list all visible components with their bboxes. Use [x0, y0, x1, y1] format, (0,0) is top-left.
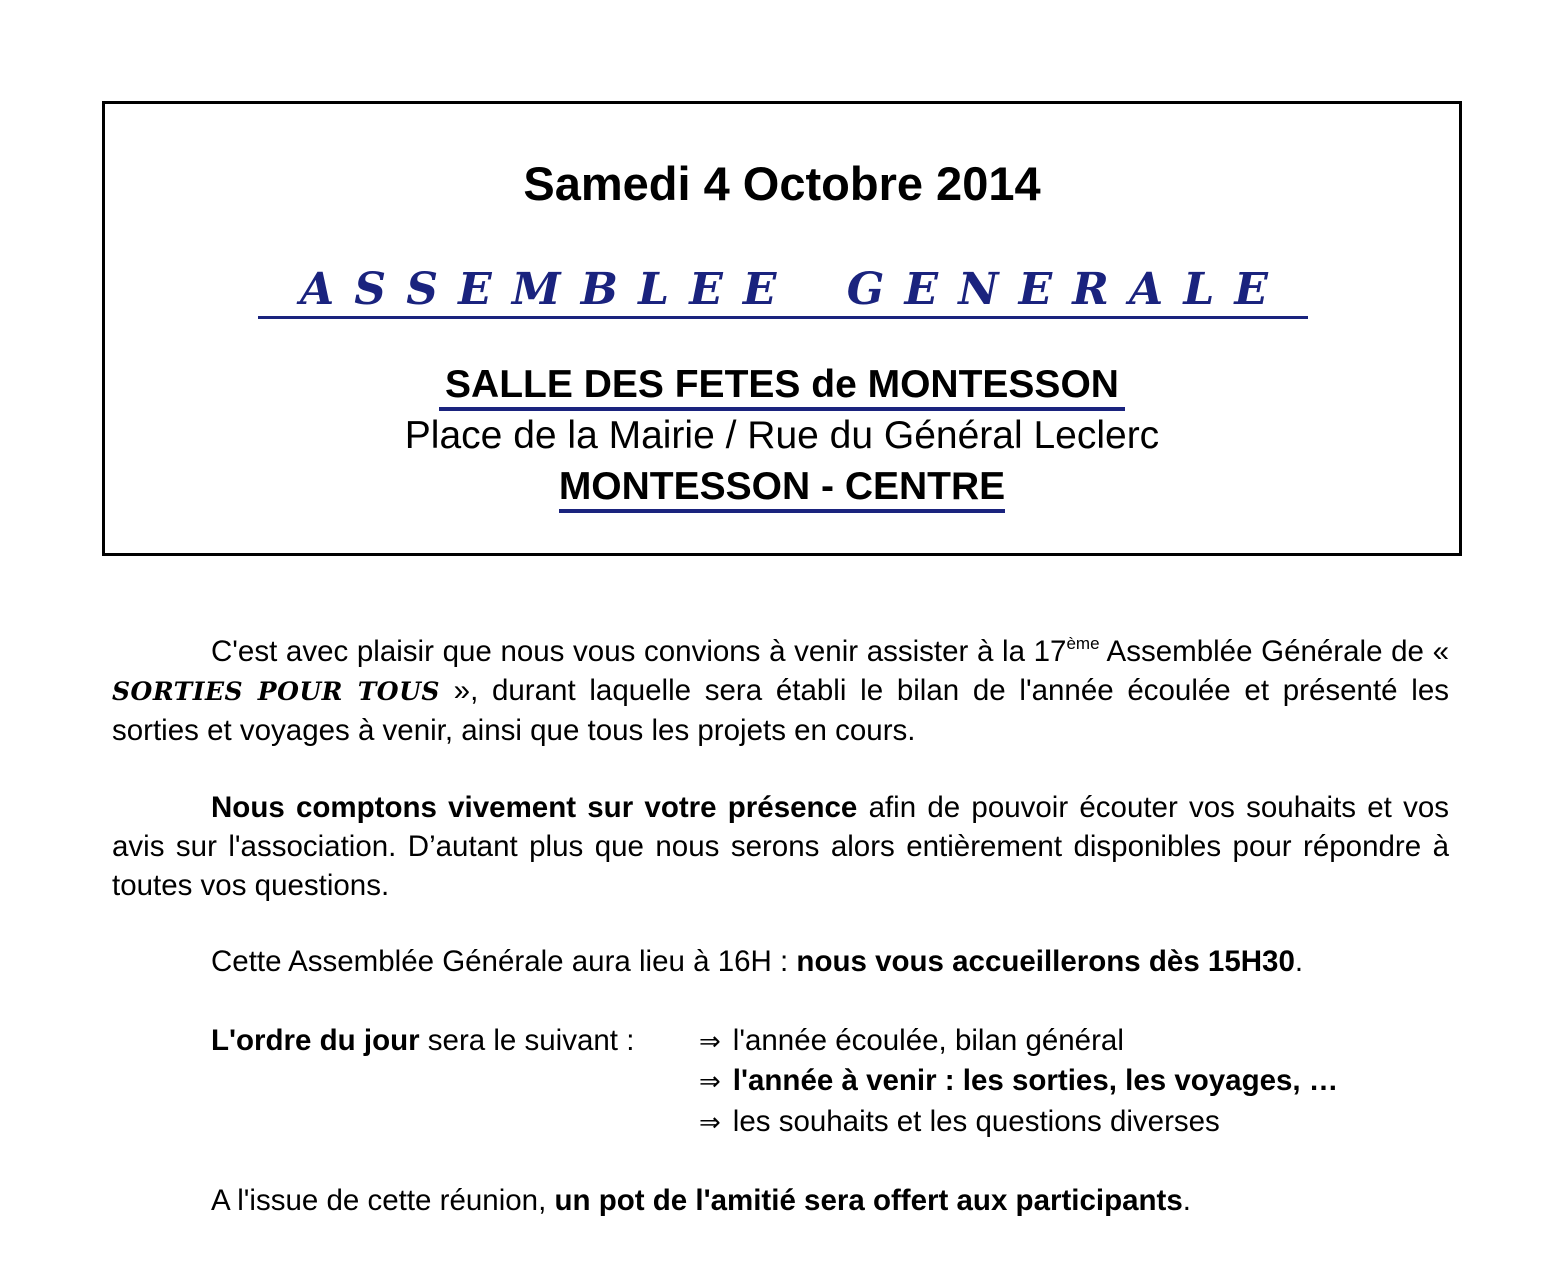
arrow-icon: ⇒ — [699, 1067, 721, 1097]
title-letter: E — [1234, 264, 1268, 315]
title-letter: E — [458, 264, 492, 315]
agenda-item: ⇒ les souhaits et les questions diverses — [699, 1105, 1220, 1138]
title-underline — [258, 264, 1308, 319]
title-letter: S — [406, 264, 439, 315]
arrow-icon: ⇒ — [699, 1108, 721, 1138]
venue-city: MONTESSON - CENTRE — [105, 464, 1459, 513]
title-letter: G — [846, 264, 885, 315]
title-letter: E — [904, 264, 939, 315]
event-title — [258, 264, 1308, 316]
title-letter: M — [511, 264, 561, 315]
title-letter: E — [1018, 264, 1053, 315]
title-letter: R — [1072, 264, 1109, 315]
venue-address: Place de la Mairie / Rue du Général Leclerc — [404, 414, 1160, 457]
title-letter: A — [300, 264, 335, 315]
title-letter: S — [354, 264, 387, 315]
event-date: Samedi 4 Octobre 2014 — [523, 157, 1041, 210]
time-paragraph: Cette Assemblée Générale aura lieu à 16H : nous vous accueillerons dès 15H30. — [211, 945, 1304, 978]
intro-paragraph: C'est avec plaisir que nous vous convions à venir assister à la 17ème Assemblée Générale de « SORTIES POUR TOUS », durant laquelle sera établi le bilan de l'année écoulée et présenté les sorties et voyages à venir, ainsi que tous les projets en cours. — [112, 634, 1449, 747]
header-box — [102, 101, 1462, 556]
title-letter: A — [1129, 264, 1164, 315]
agenda-item: ⇒ l'année à venir : les sorties, les voyages, … — [699, 1064, 1339, 1097]
title-letter: L — [638, 264, 670, 315]
title-letter: N — [958, 264, 999, 315]
presence-paragraph: Nous comptons vivement sur votre présence afin de pouvoir écouter vos souhaits et vos avis sur l'association. D’autant plus que nous serons alors entièrement disponibles pour répondre à toutes vos questions. — [112, 791, 1449, 902]
title-letter: E — [742, 264, 777, 315]
title-letter: B — [580, 264, 618, 315]
association-name: SORTIES POUR TOUS — [112, 677, 440, 706]
title-space — [797, 264, 827, 316]
venue-name: SALLE DES FETES de MONTESSON — [105, 362, 1459, 411]
closing-paragraph: A l'issue de cette réunion, un pot de l'amitié sera offert aux participants. — [211, 1184, 1191, 1217]
title-letter: E — [689, 264, 723, 315]
title-letter: L — [1183, 264, 1215, 315]
agenda-label: L'ordre du jour sera le suivant : — [211, 1024, 635, 1057]
arrow-icon: ⇒ — [699, 1027, 721, 1057]
agenda-item: ⇒ l'année écoulée, bilan général — [699, 1024, 1124, 1057]
